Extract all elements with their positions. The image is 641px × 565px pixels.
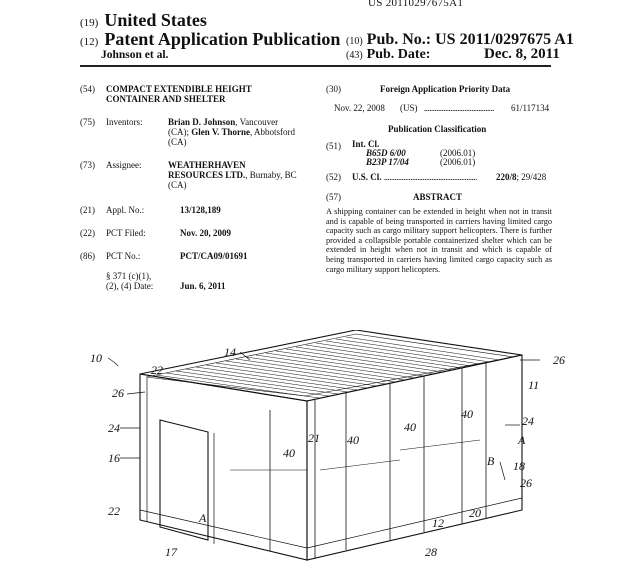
leader-10 [108, 358, 118, 366]
pub-type-code: (12) [80, 36, 99, 48]
ref-label: 16 [108, 451, 120, 465]
classification-title: Publication Classification [388, 124, 487, 134]
publication-type-line [80, 29, 340, 50]
ref-label: 17 [165, 545, 177, 559]
inventor-1-country: (CA); [168, 127, 192, 137]
country-line [80, 10, 207, 31]
assignee-location: , Burnaby, BC [245, 170, 297, 180]
ref-label: 40 [347, 433, 359, 447]
priority-code: (30) [326, 84, 341, 94]
inventor-1-name: Brian D. Johnson [168, 117, 236, 127]
pub-date-label: Pub. Date: [366, 47, 431, 62]
uscl-value-secondary: ; 29/428 [516, 172, 547, 182]
ref-label: 24 [522, 414, 534, 428]
publication-type: Patent Application Publication [104, 29, 341, 49]
ref-label: 22 [108, 504, 120, 518]
uscl-value [496, 172, 546, 182]
container-roof [140, 330, 522, 401]
pub-no-code: (10) [346, 36, 363, 47]
assignee-line-1: WEATHERHAVEN [168, 160, 246, 170]
abstract-title: ABSTRACT [413, 192, 463, 202]
uscl-code: (52) [326, 172, 341, 182]
assignee-name: RESOURCES LTD. [168, 170, 246, 180]
pct-filed-label: PCT Filed: [106, 228, 146, 238]
inventors-code: (75) [80, 117, 95, 127]
pub-no-value: US 2011/0297675 A1 [435, 31, 574, 48]
priority-number: 61/117134 [511, 103, 550, 113]
appl-value: 13/128,189 [180, 205, 221, 215]
priority-country: (US) [400, 103, 418, 113]
uscl-value-primary: 220/8 [496, 172, 517, 182]
ref-label: 40 [404, 420, 416, 434]
document-number: US 20110297675A1 [368, 0, 464, 9]
ref-label: 24 [108, 421, 120, 435]
inventors-line-3: (CA) [168, 137, 187, 147]
s371-line-2: (2), (4) Date: [106, 281, 154, 291]
s371-line-1: § 371 (c)(1), [106, 271, 152, 281]
ref-label: 26 [553, 353, 565, 367]
inventors-label: Inventors: [106, 117, 143, 127]
title-line-2: CONTAINER AND SHELTER [106, 94, 226, 104]
pct-filed-value: Nov. 20, 2009 [180, 228, 232, 238]
intcl-label: Int. Cl. [352, 139, 380, 149]
ref-label: 21 [308, 431, 320, 445]
intcl-2-date: (2006.01) [440, 157, 476, 167]
ref-label: 40 [461, 407, 473, 421]
intcl-code: (51) [326, 141, 341, 151]
country-code: (19) [80, 17, 99, 29]
pct-no-code: (86) [80, 251, 95, 261]
roof-corrugations [156, 337, 500, 398]
assignee-line-2 [168, 170, 297, 180]
title-line-1: COMPACT EXTENDIBLE HEIGHT [106, 84, 252, 94]
abstract-code: (57) [326, 192, 341, 202]
abstract-text: A shipping container can be extended in height when not in transit and is capable of being transported in carriers having limited cargo capacity such as cargo military support helicopters. There is further provided a collapsible portable containerized shelter which can be extended in height when not in transit and which is capable of being transported in carriers having limited cargo capacity such as cargo military support helicopters. [326, 207, 552, 274]
s371-value: Jun. 6, 2011 [180, 281, 226, 291]
priority-date: Nov. 22, 2008 [334, 103, 385, 113]
appl-label: Appl. No.: [106, 205, 145, 215]
ref-label: B [487, 454, 495, 468]
ref-label: 18 [513, 459, 525, 473]
ref-label: 14 [224, 345, 236, 359]
ref-label: 28 [425, 545, 437, 559]
appl-code: (21) [80, 205, 95, 215]
header-divider [80, 65, 551, 67]
country-name: United States [104, 10, 207, 30]
assignee-label: Assignee: [106, 160, 142, 170]
pct-no-label: PCT No.: [106, 251, 141, 261]
patent-drawing-container-shelter [0, 330, 641, 565]
pub-date-value: Dec. 8, 2011 [484, 46, 560, 62]
pct-no-value: PCT/CA09/01691 [180, 251, 248, 261]
assignee-code: (73) [80, 160, 95, 170]
ref-label: 12 [432, 516, 444, 530]
ref-label: 20 [469, 506, 481, 520]
pub-no-label: Pub. No.: [366, 31, 432, 48]
inventor-2-location: , Abbotsford [250, 127, 296, 137]
ref-label: 11 [528, 378, 540, 392]
pub-date-code: (43) [346, 50, 363, 61]
intcl-1: B65D 6/00 [366, 148, 406, 158]
priority-leader-dots: ........................................ [424, 103, 494, 113]
container-end-face [140, 374, 307, 560]
inventors-line-1 [168, 117, 278, 127]
pct-filed-code: (22) [80, 228, 95, 238]
ref-label: 10 [90, 351, 102, 365]
uscl-label: U.S. Cl. [352, 172, 382, 182]
title-code: (54) [80, 84, 95, 94]
ref-label: 26 [112, 386, 124, 400]
inventor-2-name: Glen V. Thorne [191, 127, 251, 137]
assignee-line-3: (CA) [168, 180, 187, 190]
ref-label: 26 [520, 476, 532, 490]
intcl-1-date: (2006.01) [440, 148, 476, 158]
intcl-2: B23P 17/04 [366, 157, 409, 167]
ref-label: A [199, 511, 207, 525]
inventors-line-2 [168, 127, 295, 137]
uscl-leader-dots: ..................................................... [384, 172, 477, 182]
authors: Johnson et al. [101, 49, 169, 61]
inventor-1-location: , Vancouver [235, 117, 279, 127]
ref-label: 40 [283, 446, 295, 460]
ref-label: A [518, 433, 526, 447]
ref-label: 22 [151, 363, 163, 377]
priority-title: Foreign Application Priority Data [380, 84, 511, 94]
pub-date-line [346, 47, 430, 63]
